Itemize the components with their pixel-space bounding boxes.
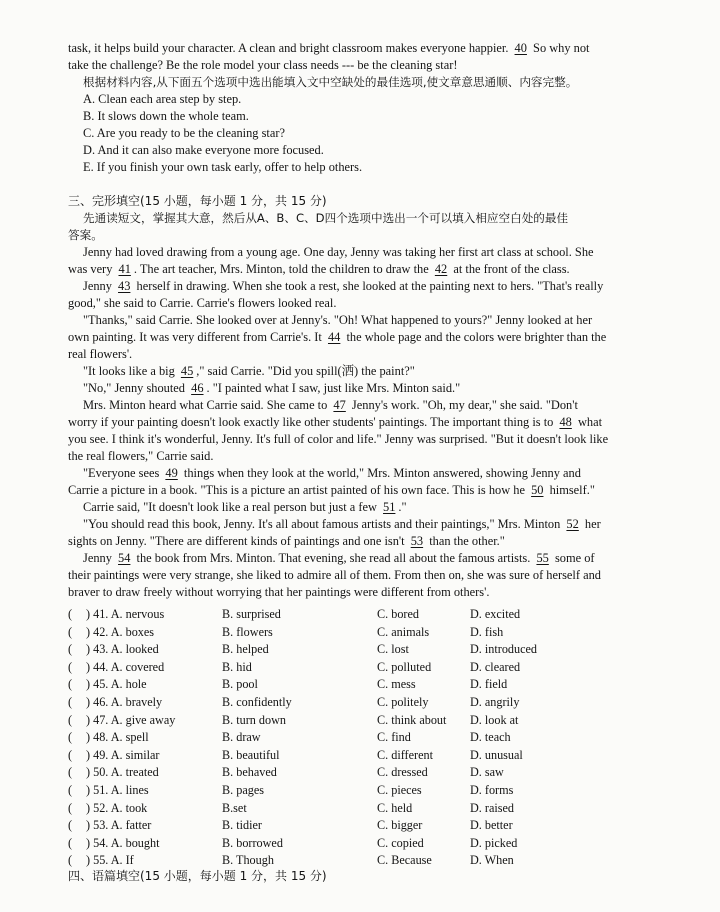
option-d: D. saw <box>470 765 504 780</box>
passage-line: "It looks like a big 45 ," said Carrie. "Did you spill(洒) the paint?" <box>83 364 415 378</box>
blank-42: 42 <box>434 262 448 276</box>
answer-paren[interactable]: ( <box>68 712 73 727</box>
passage-line: you see. I think it's wonderful, Jenny. It's full of color and life." Jenny was surprised. "But it doesn't look like <box>68 432 609 446</box>
option-b: B. hid <box>222 659 252 674</box>
passage-line: the real flowers," Carrie said. <box>68 449 214 463</box>
choice-b: B. It slows down the whole team. <box>83 109 249 123</box>
blank-40: 40 <box>514 41 527 55</box>
passage-line: braver to draw freely without worrying that her paintings were different from others'. <box>68 585 490 599</box>
blank-51: 51 <box>383 500 396 514</box>
option-b: B. pool <box>222 677 258 692</box>
option-b: B. confidently <box>222 695 292 709</box>
option-d: D. When <box>470 853 514 868</box>
passage-line: Carrie said, "It doesn't look like a real person but just a few 51 ." <box>83 500 407 514</box>
option-d: D. introduced <box>470 642 538 657</box>
blank-47: 47 <box>333 398 346 412</box>
answer-paren[interactable]: ( <box>68 730 73 745</box>
answer-paren[interactable]: ( <box>68 835 73 850</box>
option-d: D. look at <box>470 712 519 727</box>
blank-41: 41 <box>118 262 131 276</box>
option-c: C. copied <box>377 835 424 850</box>
choice-e: E. If you finish your own task early, offer to help others. <box>83 160 363 174</box>
option-d: D. teach <box>470 730 511 745</box>
blank-46: 46 <box>191 381 204 395</box>
passage-line: sights on Jenny. "There are different kinds of paintings and one isn't 53 than the other." <box>68 534 505 548</box>
option-a: ) 51. A. lines <box>86 783 149 797</box>
passage-line: "You should read this book, Jenny. It's all about famous artists and their paintings," Mrs. Minton 52 her <box>83 517 601 531</box>
answer-paren[interactable]: ( <box>68 853 73 868</box>
passage-line: was very 41 . The art teacher, Mrs. Minton, told the children to draw the 42 at the front of the class. <box>68 262 570 276</box>
answer-paren[interactable]: ( <box>68 642 73 657</box>
option-c: C. bored <box>377 607 419 621</box>
instruction-seven-choose-five: 根据材料内容,从下面五个选项中选出能填入文中空缺处的最佳选项,使文章意思通顺、内容完整。 <box>83 75 578 89</box>
blank-55: 55 <box>536 551 549 565</box>
answer-paren[interactable]: ( <box>68 800 73 815</box>
option-a: ) 47. A. give away <box>86 712 176 727</box>
section-three-instruction: 先通读短文，掌握其大意，然后从A、B、C、D四个选项中选出一个可以填入相应空白处的最佳 <box>83 211 569 225</box>
option-a: ) 52. A. took <box>86 800 148 815</box>
passage-line: Jenny 43 herself in drawing. When she took a rest, she looked at the painting next to hers. "That's really <box>83 279 604 293</box>
passage-line: good," she said to Carrie. Carrie's flowers looked real. <box>68 296 337 310</box>
option-c: C. Because <box>377 853 432 868</box>
blank-45: 45 <box>180 364 194 378</box>
option-c: C. different <box>377 747 433 762</box>
option-c: C. mess <box>377 677 416 692</box>
option-d: D. unusual <box>470 747 523 762</box>
blank-43: 43 <box>118 279 131 293</box>
option-b: B.set <box>222 800 247 815</box>
passage-line: Jenny 54 the book from Mrs. Minton. That evening, she read all about the famous artists. 55 some of <box>83 551 595 565</box>
option-d: D. forms <box>470 783 514 797</box>
answer-paren[interactable]: ( <box>68 783 73 797</box>
option-c: C. held <box>377 800 413 815</box>
option-a: ) 48. A. spell <box>86 730 149 745</box>
answer-paren[interactable]: ( <box>68 607 73 621</box>
option-c: C. dressed <box>377 765 428 780</box>
option-d: D. raised <box>470 800 514 815</box>
passage-line: "Everyone sees 49 things when they look at the world," Mrs. Minton answered, showing Jenny and <box>83 466 581 480</box>
option-a: ) 54. A. bought <box>86 835 160 850</box>
blank-50: 50 <box>531 483 544 497</box>
blank-44: 44 <box>327 330 341 344</box>
option-a: ) 42. A. boxes <box>86 624 155 639</box>
blank-48: 48 <box>559 415 572 429</box>
blank-53: 53 <box>410 534 424 548</box>
option-d: D. angrily <box>470 695 520 709</box>
option-a: ) 46. A. bravely <box>86 695 163 709</box>
section-three-title: 三、完形填空(15 小题，每小题 1 分，共 15 分) <box>68 194 327 208</box>
blank-49: 49 <box>165 466 178 480</box>
option-c: C. bigger <box>377 818 423 833</box>
answer-paren[interactable]: ( <box>68 747 73 762</box>
option-b: B. behaved <box>222 765 277 780</box>
option-b: B. turn down <box>222 712 286 727</box>
option-c: C. pieces <box>377 783 422 797</box>
option-b: B. flowers <box>222 624 273 639</box>
option-d: D. excited <box>470 607 521 621</box>
option-d: D. fish <box>470 624 504 639</box>
option-d: D. cleared <box>470 659 521 674</box>
option-c: C. politely <box>377 695 429 709</box>
option-a: ) 55. A. If <box>86 853 134 868</box>
option-b: B. surprised <box>222 607 281 621</box>
passage-line: worry if your painting doesn't look exactly like other students' paintings. The important thing is to 48 what <box>68 415 603 429</box>
answer-paren[interactable]: ( <box>68 659 73 674</box>
passage-line: "Thanks," said Carrie. She looked over at Jenny's. "Oh! What happened to yours?" Jenny looked at her <box>83 313 593 327</box>
option-d: D. picked <box>470 835 518 850</box>
option-b: B. tidier <box>222 818 262 833</box>
option-b: B. Though <box>222 853 274 868</box>
option-c: C. lost <box>377 642 409 657</box>
choice-a: A. Clean each area step by step. <box>83 92 242 106</box>
answer-paren[interactable]: ( <box>68 695 73 709</box>
option-a: ) 53. A. fatter <box>86 818 152 833</box>
option-b: B. borrowed <box>222 835 283 850</box>
answer-paren[interactable]: ( <box>68 818 73 833</box>
option-c: C. think about <box>377 712 447 727</box>
blank-52: 52 <box>566 517 579 531</box>
answer-paren[interactable]: ( <box>68 624 73 639</box>
option-d: D. better <box>470 818 513 833</box>
passage-line: Carrie a picture in a book. "This is a picture an artist painted of his own face. This is how he 50 himself." <box>68 483 595 497</box>
text-line: task, it helps build your character. A clean and bright classroom makes everyone happier. 40 So why not <box>68 41 590 55</box>
passage-line: own painting. It was very different from Carrie's. It 44 the whole page and the colors were brighter than the <box>68 330 607 344</box>
option-b: B. beautiful <box>222 747 280 762</box>
passage-line: "No," Jenny shouted 46 . "I painted what I saw, just like Mrs. Minton said." <box>83 381 461 395</box>
answer-paren[interactable]: ( <box>68 765 73 780</box>
option-b: B. draw <box>222 730 261 745</box>
passage-line: Mrs. Minton heard what Carrie said. She came to 47 Jenny's work. "Oh, my dear," she said. "Don't <box>83 398 578 412</box>
option-d: D. field <box>470 677 508 692</box>
section-three-instruction-end: 答案。 <box>68 228 103 242</box>
text-line: take the challenge? Be the role model your class needs --- be the cleaning star! <box>68 58 458 72</box>
choice-c: C. Are you ready to be the cleaning star? <box>83 126 285 140</box>
option-c: C. animals <box>377 624 430 639</box>
passage-line: Jenny had loved drawing from a young age. One day, Jenny was taking her first art class at school. She <box>83 245 594 259</box>
option-b: B. helped <box>222 642 269 657</box>
option-a: ) 43. A. looked <box>86 642 159 657</box>
section-four-title: 四、语篇填空(15 小题，每小题 1 分，共 15 分) <box>68 869 327 883</box>
option-b: B. pages <box>222 783 264 797</box>
choice-d: D. And it can also make everyone more focused. <box>83 143 324 157</box>
answer-paren[interactable]: ( <box>68 677 73 692</box>
option-a: ) 49. A. similar <box>86 747 160 762</box>
option-a: ) 41. A. nervous <box>86 607 165 621</box>
passage-line: their paintings were very strange, she liked to admire all of them. From then on, she was sure of herself and <box>68 568 601 582</box>
option-c: C. find <box>377 730 411 745</box>
option-a: ) 45. A. hole <box>86 677 147 692</box>
passage-line: real flowers'. <box>68 347 133 361</box>
option-c: C. polluted <box>377 659 432 674</box>
option-a: ) 44. A. covered <box>86 659 165 674</box>
option-a: ) 50. A. treated <box>86 765 159 780</box>
blank-54: 54 <box>118 551 131 565</box>
